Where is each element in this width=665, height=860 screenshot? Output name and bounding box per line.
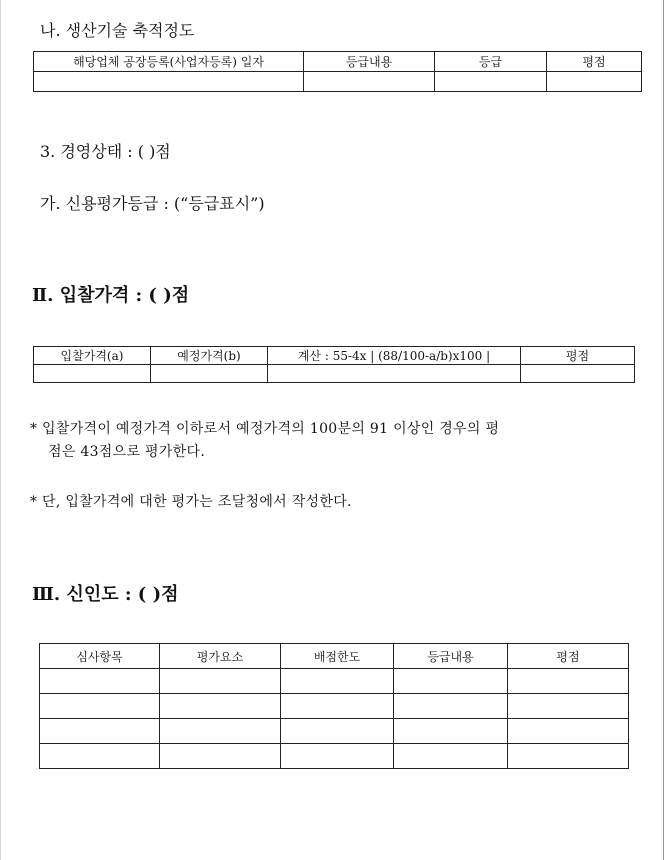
- bid-price-table: [33, 346, 635, 383]
- header-cell: 등급내용: [304, 52, 435, 72]
- table-cell[interactable]: [508, 744, 629, 769]
- table-cell[interactable]: [160, 744, 281, 769]
- table-header-row: [40, 644, 629, 669]
- note-1-line-1: * 입찰가격이 예정가격 이하로서 예정가격의 100분의 91 이상인 경우의 평: [30, 421, 500, 437]
- table-cell[interactable]: [508, 694, 629, 719]
- section-3-heading: 3. 경영상태 : ( )점: [40, 142, 171, 161]
- header-cell: 입찰가격(a): [34, 347, 151, 365]
- table-cell[interactable]: [160, 694, 281, 719]
- credibility-table: [39, 643, 629, 769]
- table-cell[interactable]: [281, 719, 394, 744]
- table-cell[interactable]: [160, 669, 281, 694]
- header-cell: 평점: [508, 644, 629, 669]
- table-cell[interactable]: [34, 72, 304, 92]
- page-left-edge: [0, 0, 1, 860]
- table-row: [34, 365, 635, 383]
- header-cell: 배점한도: [281, 644, 394, 669]
- header-cell: 평점: [547, 52, 642, 72]
- note-2: * 단, 입찰가격에 대한 평가는 조달청에서 작성한다.: [30, 494, 352, 510]
- table-cell[interactable]: [281, 669, 394, 694]
- table-cell[interactable]: [435, 72, 547, 92]
- table-cell[interactable]: [40, 694, 160, 719]
- table-row: [40, 719, 629, 744]
- table-cell[interactable]: [40, 719, 160, 744]
- table-cell[interactable]: [281, 744, 394, 769]
- table-row: [40, 669, 629, 694]
- table-cell[interactable]: [394, 719, 508, 744]
- header-cell: 평가요소: [160, 644, 281, 669]
- table-cell[interactable]: [508, 719, 629, 744]
- table-cell[interactable]: [40, 669, 160, 694]
- table-cell[interactable]: [394, 694, 508, 719]
- section-ga-heading: 가. 신용평가등급 : (“등급표시”): [40, 194, 265, 213]
- table-header-row: [34, 52, 642, 72]
- header-cell: 등급: [435, 52, 547, 72]
- header-cell: 계산 : 55-4x | (88/100-a/b)x100 |: [268, 347, 521, 365]
- table-cell[interactable]: [160, 719, 281, 744]
- table-cell[interactable]: [547, 72, 642, 92]
- table-cell[interactable]: [394, 744, 508, 769]
- table-cell[interactable]: [281, 694, 394, 719]
- table-row: [40, 744, 629, 769]
- table-cell[interactable]: [151, 365, 268, 383]
- section-na-heading: 나. 생산기술 축적정도: [40, 21, 195, 40]
- table-cell[interactable]: [40, 744, 160, 769]
- header-cell: 평점: [521, 347, 635, 365]
- header-cell: 심사항목: [40, 644, 160, 669]
- header-cell: 예정가격(b): [151, 347, 268, 365]
- production-tech-table: [33, 51, 642, 92]
- table-cell[interactable]: [34, 365, 151, 383]
- table-cell[interactable]: [508, 669, 629, 694]
- section-III-heading: Ⅲ. 신인도 : ( )점: [32, 584, 179, 605]
- table-cell[interactable]: [304, 72, 435, 92]
- note-1-line-2: 점은 43점으로 평가한다.: [48, 444, 206, 460]
- page-right-edge: [663, 0, 664, 860]
- section-II-heading: Ⅱ. 입찰가격 : ( )점: [32, 285, 190, 306]
- table-cell[interactable]: [521, 365, 635, 383]
- table-cell[interactable]: [394, 669, 508, 694]
- table-cell[interactable]: [268, 365, 521, 383]
- table-header-row: [34, 347, 635, 365]
- table-row: [34, 72, 642, 92]
- header-cell: 해당업체 공장등록(사업자등록) 일자: [34, 52, 304, 72]
- table-row: [40, 694, 629, 719]
- header-cell: 등급내용: [394, 644, 508, 669]
